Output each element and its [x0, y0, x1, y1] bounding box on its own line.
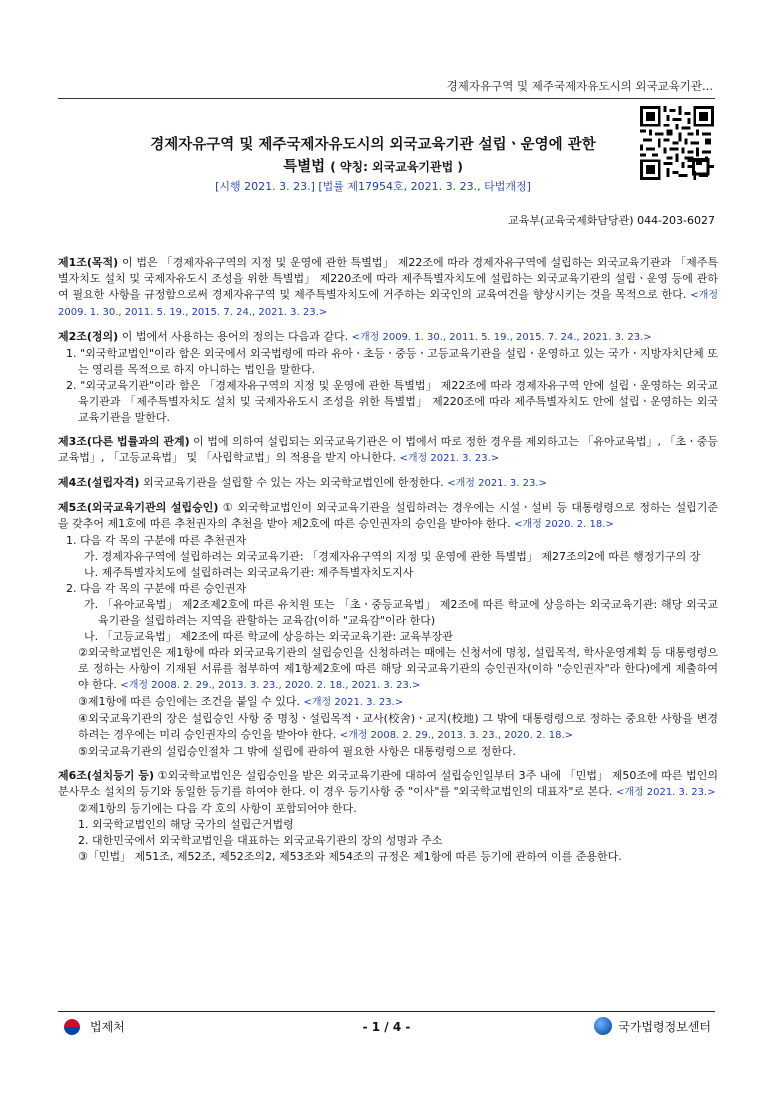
list-item: 2. "외국교육기관"이라 함은 「경제자유구역의 지정 및 운영에 관한 특별법」 제22조에 따라 경제자유구역 안에 설립ㆍ운영하는 외국교육기관과 「제주특별자치도 설치 및 국제자유도시 조성을 위한 특별법」 제220조에 따라 제주특별자치도 안에 설립ㆍ운영하는 외국교육기관을 말한다.	[66, 379, 718, 424]
article-5	[58, 500, 718, 760]
paragraph	[58, 645, 718, 694]
amendment-note[interactable]: <개정 2021. 3. 23.>	[303, 697, 404, 708]
paragraph: ③「민법」 제51조, 제52조, 제52조의2, 제53조와 제54조의 규정은 제1항에 따른 등기에 관하여 이를 준용한다.	[78, 850, 622, 863]
sub-item: 가. 「유아교육법」 제2조제2호에 따른 유치원 또는 「초ㆍ중등교육법」 제2조에 따른 학교에 상응하는 외국교육기관: 해당 외국교육기관을 설립하려는 지역을 관할하는 교육감(이하 "교육감"이라 한다)	[84, 598, 718, 627]
department-contact: 교육부(교육국제화담당관) 044-203-6027	[508, 214, 715, 227]
law-center-logo-icon	[594, 1017, 612, 1035]
article-heading[interactable]: 제5조(외국교육기관의 설립승인)	[58, 501, 219, 514]
paragraph: ②제1항의 등기에는 다음 각 호의 사항이 포함되어야 한다.	[78, 802, 357, 815]
list-item: 2. 대한민국에서 외국학교법인을 대표하는 외국교육기관의 장의 성명과 주소	[78, 834, 443, 847]
article-heading[interactable]: 제6조(설치등기 등)	[58, 769, 155, 782]
sub-item: 가. 경제자유구역에 설립하려는 외국교육기관: 「경제자유구역의 지정 및 운영에 관한 특별법」 제27조의2에 따른 행정기구의 장	[84, 550, 701, 563]
article-1	[58, 255, 718, 321]
article-6	[58, 768, 718, 865]
article-text: ① 외국학교법인이 외국교육기관을 설립하려는 경우에는 시설ㆍ설비 등 대통령령으로 정하는 설립기준을 갖추어 제1호에 따른 추천권자의 추천을 받아 제2호에 따른 승인권자의 승인을 받아야 한다.	[58, 501, 718, 530]
law-title	[108, 134, 638, 178]
paragraph-text: ②외국학교법인은 제1항에 따라 외국교육기관의 설립승인을 신청하려는 때에는 신청서에 명칭, 설립목적, 학사운영계획 등 대통령령으로 정하는 사항이 기재된 서류를 첨부하여 제1항제2호에 따른 해당 외국교육기관의 승인권자(이하 "승인권자"라 한다)에게 제출하여야 한다.	[78, 646, 718, 691]
article-text: 이 법에서 사용하는 용어의 정의는 다음과 같다.	[118, 330, 352, 343]
paragraph	[58, 711, 718, 744]
law-title-main: 경제자유구역 및 제주국제자유도시의 외국교육기관 설립ㆍ운영에 관한	[150, 137, 596, 153]
law-title-word: 특별법	[283, 159, 326, 175]
sub-item: 나. 제주특별자치도에 설립하려는 외국교육기관: 제주특별자치도지사	[84, 566, 414, 579]
paragraph	[58, 694, 718, 711]
list-item: 1. 외국학교법인의 해당 국가의 설립근거법령	[78, 818, 294, 831]
enactment-info[interactable]: [시행 2021. 3. 23.] [법률 제17954호, 2021. 3. 23., 타법개정]	[215, 180, 531, 193]
amendment-note[interactable]: <개정 2009. 1. 30., 2011. 5. 19., 2015. 7. 24., 2021. 3. 23.>	[58, 290, 718, 318]
header-divider	[58, 98, 715, 99]
amendment-note[interactable]: <개정 2021. 3. 23.>	[399, 453, 500, 464]
amendment-note[interactable]: <개정 2021. 3. 23.>	[447, 478, 547, 489]
article-heading[interactable]: 제3조(다른 법률과의 관계)	[58, 435, 190, 448]
law-abbreviation: ( 약칭: 외국교육기관법 )	[330, 160, 463, 174]
amendment-note[interactable]: <개정 2021. 3. 23.>	[615, 787, 716, 798]
law-body	[58, 255, 718, 873]
source-name: 국가법령정보센터	[618, 1019, 711, 1034]
article-3	[58, 434, 718, 467]
page-number: - 1 / 4 -	[362, 1020, 411, 1034]
publisher-name: 법제처	[90, 1020, 125, 1034]
paragraph: ⑤외국교육기관의 설립승인절차 그 밖에 설립에 관하여 필요한 사항은 대통령령으로 정한다.	[78, 745, 516, 758]
list-item: 1. "외국학교법인"이라 함은 외국에서 외국법령에 따라 유아ㆍ초등ㆍ중등ㆍ고등교육기관을 설립ㆍ운영하고 있는 국가ㆍ지방자치단체 또는 영리를 목적으로 하지 아니하는 법인을 말한다.	[66, 347, 718, 376]
amendment-note[interactable]: <개정 2020. 2. 18.>	[514, 519, 614, 530]
article-4	[58, 475, 718, 492]
list-item: 2. 다음 각 목의 구분에 따른 승인권자	[66, 582, 247, 595]
article-heading[interactable]: 제1조(목적)	[58, 256, 119, 269]
article-2	[58, 329, 718, 426]
running-header: 경제자유구역 및 제주국제자유도시의 외국교육기관...	[446, 79, 713, 93]
article-text: 외국교육기관을 설립할 수 있는 자는 외국학교법인에 한정한다.	[139, 476, 448, 489]
amendment-note[interactable]: <개정 2009. 1. 30., 2011. 5. 19., 2015. 7. 24., 2021. 3. 23.>	[351, 332, 652, 343]
article-text: ①외국학교법인은 설립승인을 받은 외국교육기관에 대하여 설립승인일부터 3주 내에 「민법」 제50조에 따른 법인의 분사무소 설치의 등기와 동일한 등기를 하여야 한다. 이 경우 등기사항 중 "이사"를 "외국학교법인의 대표자"로 본다.	[58, 769, 719, 798]
article-text: 이 법에 의하여 설립되는 외국교육기관은 이 법에서 따로 정한 경우를 제외하고는 「유아교육법」, 「초ㆍ중등교육법」, 「고등교육법」 및 「사립학교법」의 적용을 받지 아니한다.	[58, 435, 718, 464]
law-title-line2	[108, 156, 638, 178]
article-text: 이 법은 「경제자유구역의 지정 및 운영에 관한 특별법」 제22조에 따라 경제자유구역에 설립하는 외국교육기관과 「제주특별자치도 설치 및 국제자유도시 조성을 위한 특별법」 제220조에 따라 제주특별자치도에 설립하는 외국교육기관의 설립ㆍ운영 등에 관하여 필요한 사항을 규정함으로써 경제자유구역 및 제주특별자치도에 거주하는 외국인의 교육여건을 향상시키는 것을 목적으로 한다.	[58, 256, 718, 301]
list-item: 1. 다음 각 목의 구분에 따른 추천권자	[66, 534, 247, 547]
amendment-note[interactable]: <개정 2008. 2. 29., 2013. 3. 23., 2020. 2. 18.>	[339, 730, 574, 741]
article-heading[interactable]: 제2조(정의)	[58, 330, 119, 343]
footer-divider	[58, 1011, 715, 1012]
paragraph-text: ④외국교육기관의 장은 설립승인 사항 중 명칭ㆍ설립목적ㆍ교사(校舍)ㆍ교지(校地) 그 밖에 대통령령으로 정하는 중요한 사항을 변경하려는 경우에는 미리 승인권자의 승인을 받아야 한다.	[78, 712, 718, 741]
paragraph-text: ③제1항에 따른 승인에는 조건을 붙일 수 있다.	[78, 695, 304, 708]
article-heading[interactable]: 제4조(설립자격)	[58, 476, 140, 489]
sub-item: 나. 「고등교육법」 제2조에 따른 학교에 상응하는 외국교육기관: 교육부장관	[84, 630, 453, 643]
amendment-note[interactable]: <개정 2008. 2. 29., 2013. 3. 23., 2020. 2. 18., 2021. 3. 23.>	[120, 680, 421, 691]
footer-source	[594, 1017, 711, 1035]
qr-code-icon	[640, 106, 714, 180]
